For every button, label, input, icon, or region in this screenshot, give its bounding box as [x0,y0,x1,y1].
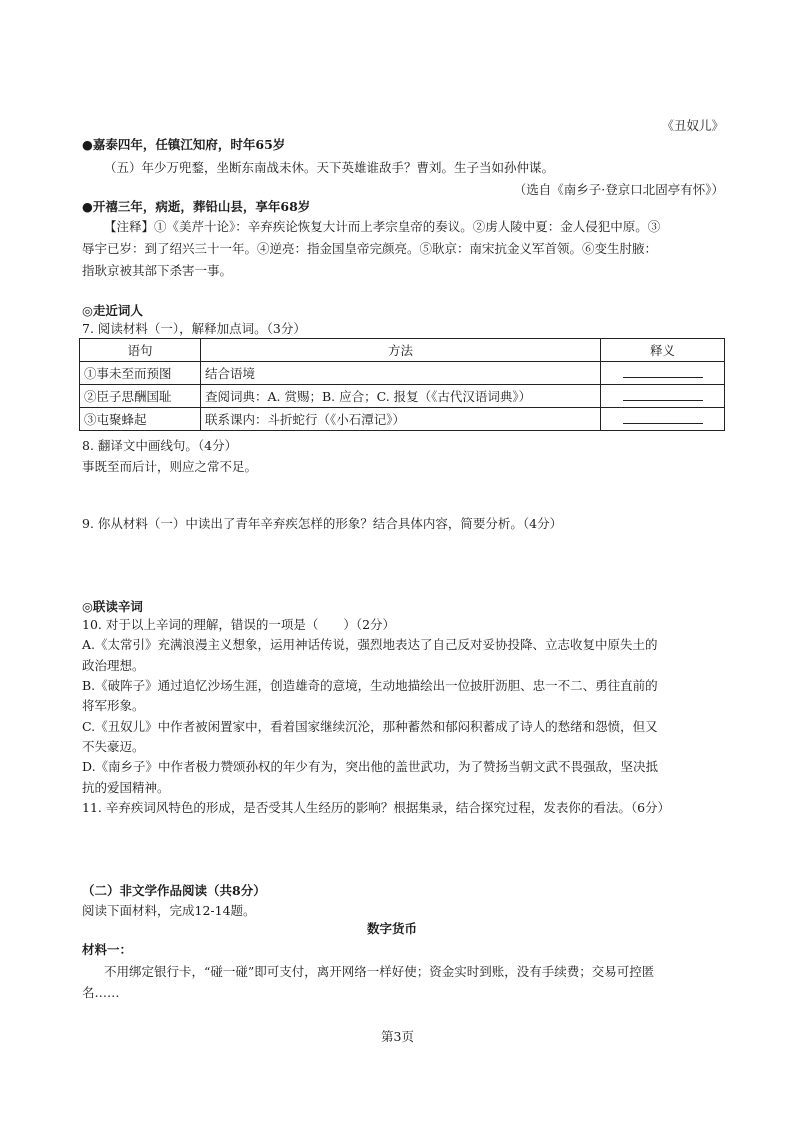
table-header: 释义 [601,339,725,362]
notes-line: 【注释】①《美芹十论》：辛弃疾论恢复大计而上孝宗皇帝的奏议。②虏人陵中夏：金人侵犯中原。③ [104,219,661,234]
answer-blank[interactable] [601,362,725,385]
notes-line: 辱宇已岁：到了绍兴三十一年。④逆亮：指金国皇帝完颜亮。⑤耿京：南宋抗金义军首领。⑥变生肘腋： [82,241,658,256]
page-number: 第3页 [381,1029,414,1044]
section-title: ◎联读辛词 [82,599,143,614]
table-header: 方法 [201,339,601,362]
article-title: 数字货币 [367,921,418,936]
table-row [80,385,725,408]
table-cell: 联系课内：斗折蛇行（《小石潭记》） [201,408,601,431]
question-7: 7. 阅读材料（一），解释加点词。（3分） [82,321,306,336]
table-cell: ①事未至而预图 [80,362,201,385]
poem-source: （选自《南乡子·登京口北固亭有怀》） [513,182,724,197]
option-line: 抗的爱国精神。 [82,780,170,795]
option-line: 不失豪迈。 [82,739,145,754]
timeline-heading: ●嘉泰四年，任镇江知府，时年65岁 [82,137,286,152]
option-line: 将军形象。 [82,698,145,713]
poem-title-ref: 《丑奴儿》 [661,118,724,133]
answer-blank[interactable] [601,408,725,431]
question-8: 8. 翻译文中画线句。（4分） [82,438,238,453]
answer-blank[interactable] [601,385,725,408]
poem-line: （五）年少万兜鍪，坐断东南战未休。天下英雄谁敌手？曹刘。生子当如孙仲谋。 [104,160,555,175]
question-11: 11. 辛弃疾词风特色的形成，是否受其人生经历的影响？根据集录，结合探究过程，发表你的看法。（6分） [82,800,671,815]
table-row [80,362,725,385]
table-cell: ②臣子思酬国耻 [80,385,201,408]
question-9: 9. 你从材料（一）中读出了青年辛弃疾怎样的形象？结合具体内容，简要分析。（4分） [82,516,563,531]
question-10: 10. 对于以上辛词的理解，错误的一项是（ ）（2分） [82,617,396,632]
option-line: C.《丑奴儿》中作者被闲置家中，看着国家继续沉沦，那种蓄然和郁闷积蓄成了诗人的愁绪和怨愤，但又 [82,719,658,734]
table-header-row [80,339,725,362]
part-title: （二）非文学作品阅读（共8分） [82,883,266,898]
material-line: 不用绑定银行卡，“碰一碰”即可支付，离开网络一样好使；资金实时到账，没有手续费；交易可控匿 [104,964,655,979]
option-line: B.《破阵子》通过追忆沙场生涯，创造雄奇的意境，生动地描绘出一位披肝沥胆、忠一不二、勇往直前的 [82,678,658,693]
option-line: D.《南乡子》中作者极力赞颂孙权的年少有为，突出他的盖世武功，为了赞扬当朝文武不畏强敌，坚决抵 [82,759,659,774]
table-header: 语句 [80,339,201,362]
option-line: A.《太常引》充满浪漫主义想象，运用神话传说，强烈地表达了自己反对妥协投降、立志收复中原失土的 [82,637,658,652]
table-cell: 查阅词典：A. 赏赐；B. 应合；C. 报复（《古代汉语词典》） [201,385,601,408]
table-row [80,408,725,431]
option-line: 政治理想。 [82,658,145,673]
material-label: 材料一： [82,942,133,957]
table-cell: ③屯聚蜂起 [80,408,201,431]
timeline-heading: ●开禧三年，病逝，葬铅山县，享年68岁 [82,199,311,214]
part-instruction: 阅读下面材料，完成12-14题。 [82,903,256,918]
table-cell: 结合语境 [201,362,601,385]
q7-table [79,338,725,431]
notes-line: 指耿京被其部下杀害一事。 [82,263,233,278]
material-line: 名…… [82,985,120,1000]
section-title: ◎走近词人 [82,303,143,318]
q8-sentence: 事既至而后计，则应之常不足。 [82,459,258,474]
